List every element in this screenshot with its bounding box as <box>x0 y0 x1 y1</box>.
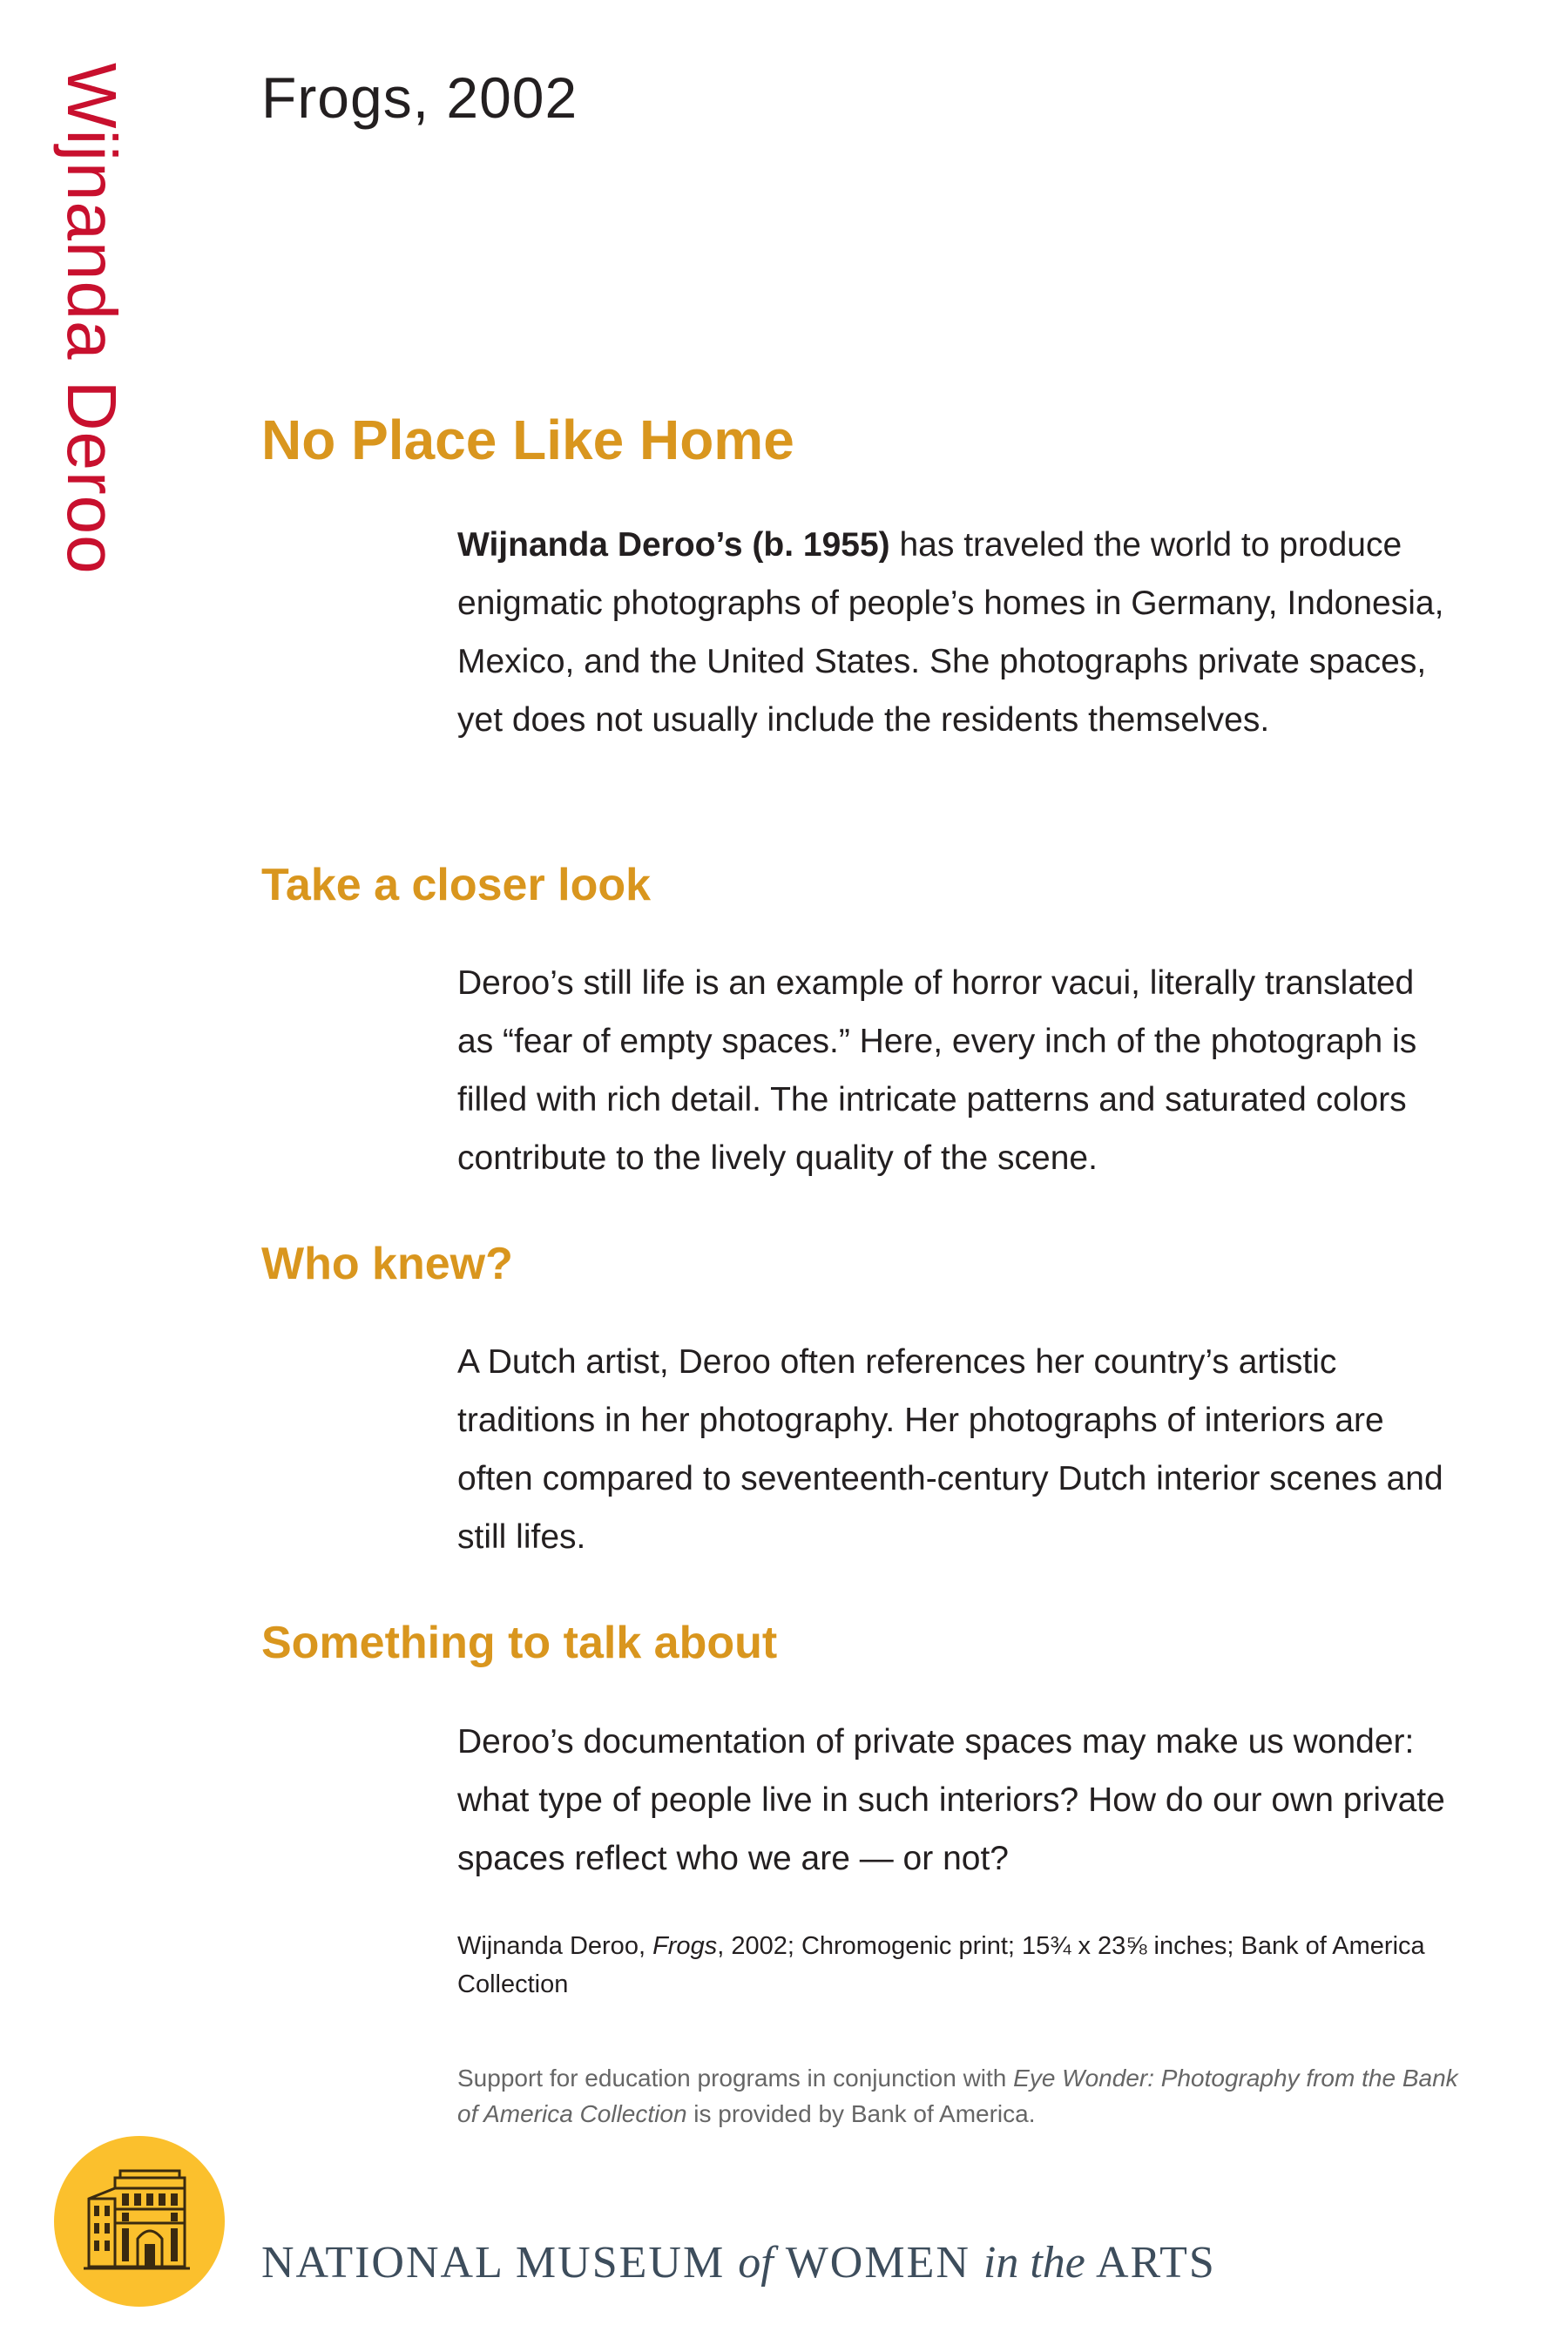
caption-title: Frogs <box>652 1932 718 1960</box>
artist-lead: Wijnanda Deroo’s (b. 1955) <box>457 526 890 564</box>
intro-body: has traveled the world to produce enigmatic photographs of people’s homes in Germany, Indonesia, Mexico, and the United States. She photographs private spaces, yet does not usually include the residents themselves. <box>457 526 1444 739</box>
museum-name-italic: of <box>738 2238 774 2288</box>
heading-no-place-like-home: No Place Like Home <box>261 409 794 471</box>
heading-something-to-talk-about: Something to talk about <box>261 1618 778 1668</box>
museum-building-icon <box>54 2136 225 2307</box>
talk-about-paragraph: Deroo’s documentation of private spaces may make us wonder: what type of people live in such interiors? How do our own private spaces reflect who we are — or not? <box>457 1723 1445 1877</box>
museum-name-italic: in the <box>983 2238 1085 2288</box>
support-credit <box>457 2060 1459 2132</box>
intro-paragraph <box>457 516 1459 749</box>
support-prefix: Support for education programs in conjunction with <box>457 2065 1014 2092</box>
who-knew-paragraph: A Dutch artist, Deroo often references her country’s artistic traditions in her photography. Her photographs of interiors are often compared to seventeenth-century Dutch interior scenes and still lifes. <box>457 1343 1443 1556</box>
heading-take-a-closer-look: Take a closer look <box>261 860 652 910</box>
heading-who-knew: Who knew? <box>261 1239 513 1289</box>
artist-name-vertical: Wijnanda Deroo <box>53 63 131 575</box>
artwork-caption <box>457 1927 1459 2004</box>
caption-prefix: Wijnanda Deroo, <box>457 1932 653 1960</box>
museum-logo <box>54 2136 225 2307</box>
closer-look-paragraph: Deroo’s still life is an example of horror vacui, literally translated as “fear of empty spaces.” Here, every inch of the photograph is filled with rich detail. The intricate patterns and saturated colors contribute to the lively quality of the scene. <box>457 964 1417 1177</box>
caption-suffix: , 2002; Chromogenic print; 15¾ x 23⅝ inches; Bank of America Collection <box>457 1932 1425 1998</box>
museum-name-part: ARTS <box>1085 2238 1216 2288</box>
museum-name <box>261 2235 1216 2291</box>
support-suffix: is provided by Bank of America. <box>686 2100 1036 2127</box>
support-exhibition: Eye Wonder: Photography from the Bank of America Collection <box>457 2065 1458 2127</box>
museum-name-part: NATIONAL MUSEUM <box>261 2238 739 2288</box>
artwork-title: Frogs, 2002 <box>261 65 578 130</box>
museum-name-part: WOMEN <box>773 2238 983 2288</box>
